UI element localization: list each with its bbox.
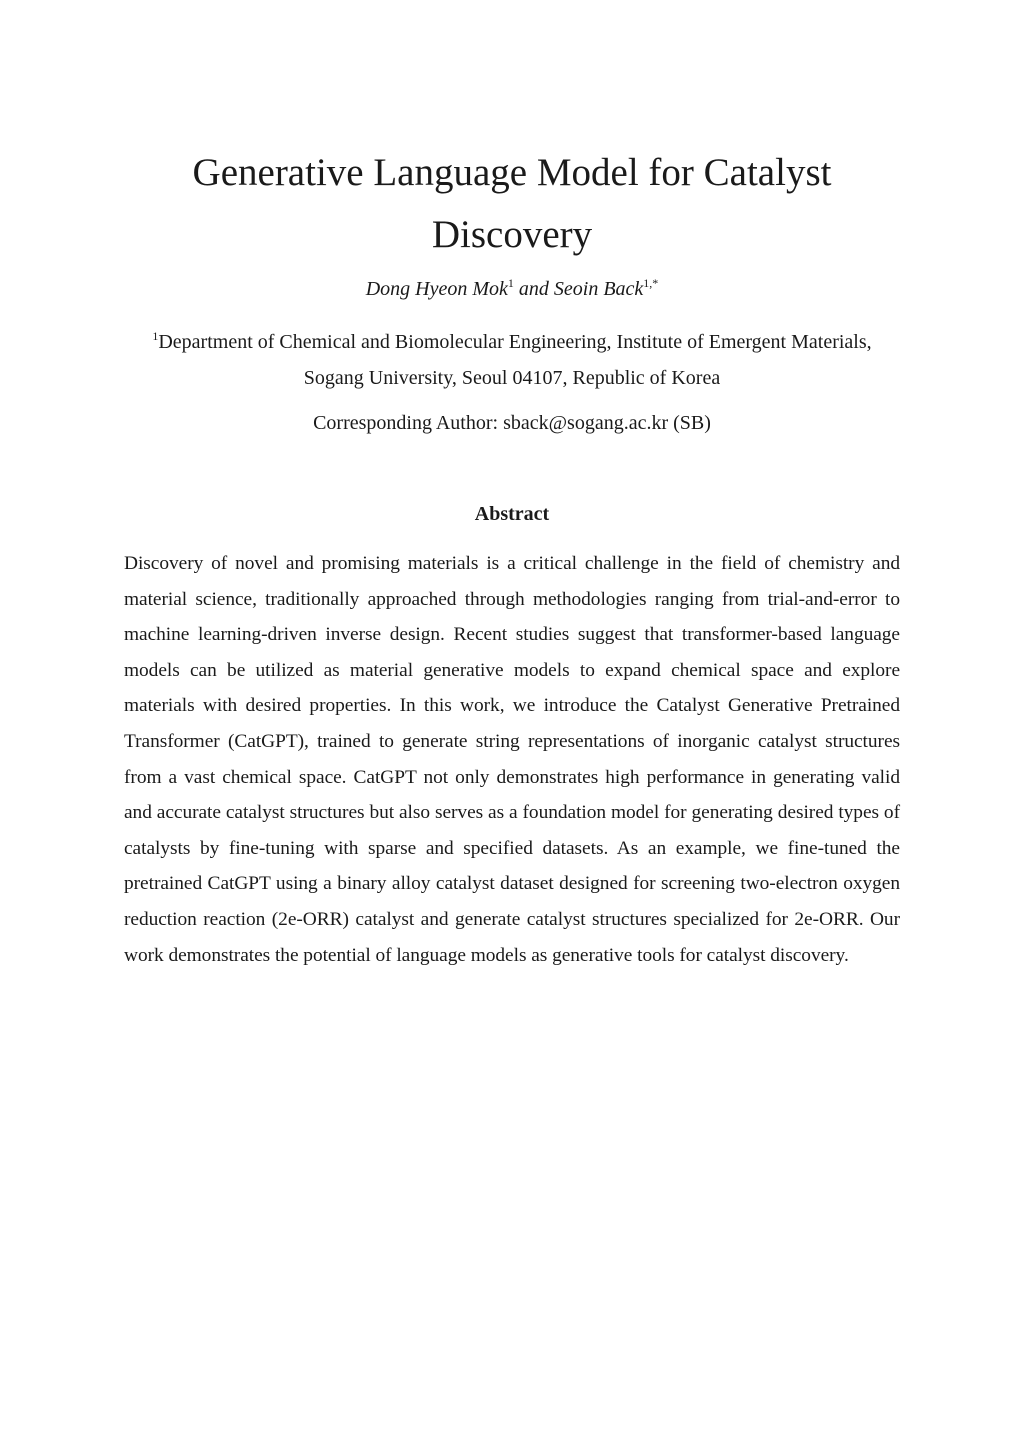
author-name: Seoin Back	[553, 278, 644, 300]
author-conjunction: and	[518, 278, 549, 300]
abstract-heading: Abstract	[474, 503, 550, 525]
author-affiliation-marker: 1,*	[643, 276, 659, 290]
affiliation-line-2: Sogang University, Seoul 04107, Republic of Korea	[303, 367, 721, 389]
author-name: Dong Hyeon Mok	[365, 278, 508, 300]
abstract-body: Discovery of novel and promising materials is a critical challenge in the field of chemistry and material science, traditionally approached through methodologies ranging from trial-and-error to machine learning-driven inverse design. Recent studies suggest that transformer-based language models can be utilized as material generative models to expand chemical space and explore materials with desired properties. In this work, we introduce the Catalyst Generative Pretrained Transformer (CatGPT), trained to generate string representations of inorganic catalyst structures from a vast chemical space. CatGPT not only demonstrates high performance in generating valid and accurate catalyst structures but also serves as a foundation model for generating desired types of catalysts by fine-tuning with sparse and specified datasets. As an example, we fine-tuned the pretrained CatGPT using a binary alloy catalyst dataset designed for screening two-electron oxygen reduction reaction (2e-ORR) catalyst and generate catalyst structures specialized for 2e-ORR. Our work demonstrates the potential of language models as generative tools for catalyst discovery.	[124, 553, 900, 966]
affiliation-marker: 1	[152, 329, 159, 343]
affiliation-text-1: Department of Chemical and Biomolecular Engineering, Institute of Emergent Materials,	[158, 331, 872, 353]
author-affiliation-marker: 1	[507, 276, 514, 290]
affiliation-line-1	[110, 324, 914, 360]
author-list	[120, 275, 904, 303]
corresponding-author: Corresponding Author: sback@sogang.ac.kr (SB)	[313, 412, 711, 434]
paper-title: Generative Language Model for Catalyst Discovery	[192, 151, 832, 256]
affiliation	[110, 324, 914, 396]
